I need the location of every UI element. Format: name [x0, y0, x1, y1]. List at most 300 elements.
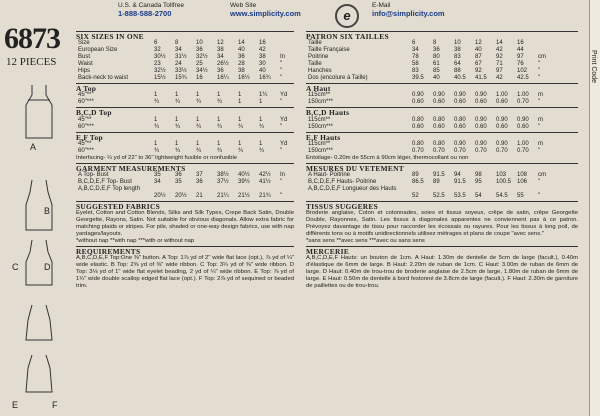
- table-cell: 1: [196, 92, 200, 99]
- table-cell: 33½: [175, 68, 187, 75]
- table-cell: 23: [154, 61, 161, 68]
- table-cell: 42: [496, 75, 503, 82]
- table-cell: 36: [238, 54, 245, 61]
- table-cell: 37: [196, 172, 203, 179]
- table-cell: 54: [475, 193, 482, 200]
- table-cell: 92: [496, 54, 503, 61]
- table-cell: 8: [433, 40, 437, 47]
- view-label-f: F: [52, 400, 58, 410]
- unit-cell: ": [280, 179, 283, 186]
- table-cell: 40: [259, 68, 266, 75]
- table-cell: 21¼: [217, 193, 229, 200]
- table-cell: 89: [412, 172, 419, 179]
- unit-cell: ": [538, 193, 541, 200]
- table-row: [76, 193, 287, 200]
- table-row: [306, 172, 548, 179]
- table-cell: 102: [517, 68, 528, 75]
- unit-cell: ": [280, 123, 283, 130]
- row-label: 45"**: [78, 116, 92, 123]
- table-cell: 1: [238, 99, 242, 106]
- unit-cell: Yd: [280, 116, 288, 123]
- table-cell: 67: [475, 61, 482, 68]
- table-cell: 1: [175, 140, 179, 147]
- unit-cell: ": [280, 99, 283, 106]
- email-block: E-Mail info@simplicity.com: [372, 2, 445, 18]
- table-cell: 0.70: [412, 147, 424, 154]
- ef_hauts-title: E,F Hauts: [306, 132, 578, 141]
- table-cell: ¾: [154, 99, 160, 106]
- table-cell: 39½: [238, 179, 250, 186]
- measurements-title: MESURES DU VETEMENT: [306, 163, 578, 172]
- table-cell: 0.70: [433, 147, 445, 154]
- table-row: [76, 186, 287, 193]
- table-cell: 34: [412, 47, 419, 54]
- english-column: [76, 30, 294, 290]
- unit-cell: ": [538, 61, 541, 68]
- table-cell: 20½: [175, 193, 187, 200]
- table-cell: 106: [517, 179, 528, 186]
- table-cell: ¾: [196, 147, 202, 154]
- table-row: [76, 54, 287, 61]
- table-cell: 32½: [154, 68, 166, 75]
- table-cell: 32½: [196, 54, 208, 61]
- table-cell: 38: [259, 54, 266, 61]
- table-cell: 16: [196, 75, 203, 82]
- table-cell: ¾: [217, 99, 223, 106]
- unit-cell: ": [280, 75, 283, 82]
- phone-number: 1-888-588-2700: [118, 9, 172, 18]
- table-cell: [152, 186, 173, 193]
- table-cell: 1: [238, 140, 242, 147]
- bcd_hauts-table: [306, 117, 545, 131]
- table-cell: 31½: [175, 54, 187, 61]
- row-label: [76, 193, 152, 200]
- table-cell: 103: [496, 172, 507, 179]
- view-label-b: B: [44, 206, 51, 216]
- unit-cell: cm: [538, 54, 546, 61]
- table-cell: 0.60: [496, 123, 508, 130]
- table-cell: 0.60: [496, 99, 508, 106]
- table-row: [76, 179, 287, 186]
- table-cell: 80: [433, 54, 440, 61]
- table-cell: 1: [175, 92, 179, 99]
- table-cell: [473, 186, 494, 193]
- table-cell: 40½: [238, 172, 250, 179]
- table-cell: 41½: [259, 179, 271, 186]
- table-row: [306, 148, 545, 155]
- table-cell: 97: [517, 54, 524, 61]
- table-cell: ¾: [175, 99, 181, 106]
- unit-cell: ": [280, 68, 283, 75]
- row-label: Poitrine: [308, 54, 329, 61]
- table-cell: ¾: [238, 147, 244, 154]
- table-cell: 40: [238, 47, 245, 54]
- table-cell: 1: [259, 99, 263, 106]
- table-cell: 64: [454, 61, 461, 68]
- unit-cell: [278, 40, 287, 47]
- table-cell: 34: [175, 47, 182, 54]
- unit-cell: cm: [538, 172, 546, 179]
- a_haut-table: [306, 92, 545, 106]
- unit-cell: [278, 186, 287, 193]
- table-cell: 1: [238, 92, 242, 99]
- table-cell: 83: [454, 54, 461, 61]
- fabrics-title: TISSUS SUGGERES: [306, 201, 578, 210]
- table-cell: [215, 186, 236, 193]
- table-cell: 1: [154, 116, 158, 123]
- unit-cell: [536, 40, 548, 47]
- table-cell: [410, 186, 431, 193]
- table-cell: 21½: [238, 193, 250, 200]
- table-cell: [236, 186, 257, 193]
- table-cell: 1: [175, 116, 179, 123]
- fabrics-note: *without nap **with nap ***with or without nap: [76, 238, 195, 245]
- row-label: 60"***: [78, 147, 94, 154]
- unit-cell: [278, 47, 287, 54]
- requirements-title: REQUIREMENTS: [76, 246, 294, 255]
- table-cell: 83: [412, 68, 419, 75]
- table-cell: ¾: [259, 147, 265, 154]
- row-label: 45"**: [78, 92, 92, 99]
- unit-cell: ": [538, 147, 541, 154]
- table-cell: 92: [475, 68, 482, 75]
- table-cell: 1¼: [259, 92, 268, 99]
- bcd_hauts-title: B,C,D Hauts: [306, 107, 578, 116]
- table-cell: 78: [412, 54, 419, 61]
- table-cell: 44: [517, 47, 524, 54]
- row-label: European Size: [78, 47, 118, 54]
- table-cell: 21: [196, 193, 203, 200]
- ef_top-table: [76, 141, 289, 155]
- e-logo-icon: e: [335, 4, 359, 28]
- fabrics-title: SUGGESTED FABRICS: [76, 201, 294, 210]
- print-code-strip: Print Code: [589, 0, 600, 416]
- table-cell: 0.70: [517, 147, 529, 154]
- table-row: [306, 124, 545, 131]
- row-label: 45"**: [78, 140, 92, 147]
- fabrics-text: Eyelet, Cotton and Cotton Blends, Silks and Silk Types, Crepe Back Satin, Double Georgette, Rayons, Satin. Not suitable for obvious diagonals. Allow extra fabric for matching plaids or stripes. For pile, shaded or one-way design fabrics, use with nap yardages/layouts.: [76, 210, 294, 238]
- table-cell: ¾: [154, 123, 160, 130]
- table-cell: ¾: [154, 147, 160, 154]
- table-cell: 38½: [217, 172, 229, 179]
- ef_top-title: E,F Top: [76, 132, 294, 141]
- table-row: [76, 117, 289, 124]
- table-cell: ¾: [175, 147, 181, 154]
- table-cell: 12: [475, 40, 482, 47]
- a_top-title: A Top: [76, 83, 294, 92]
- unit-cell: ": [280, 61, 283, 68]
- unit-cell: m: [538, 140, 543, 147]
- table-cell: ¾: [175, 123, 181, 130]
- table-cell: 40: [475, 47, 482, 54]
- table-row: [306, 99, 545, 106]
- table-cell: 1: [196, 140, 200, 147]
- table-cell: 21¾: [259, 193, 271, 200]
- table-cell: 91.5: [454, 179, 466, 186]
- table-row: [76, 68, 287, 75]
- table-cell: ¾: [217, 147, 223, 154]
- table-cell: [494, 186, 515, 193]
- table-cell: 40.5: [454, 75, 466, 82]
- table-cell: 12: [217, 40, 224, 47]
- ef_top-note: Interfacing- ¼ yd of 22" to 36" lightweight fusible or nonfusible: [76, 154, 238, 161]
- table-cell: 16: [517, 40, 524, 47]
- row-label: Taille: [308, 40, 322, 47]
- unit-cell: ": [538, 123, 541, 130]
- table-cell: 0.90: [517, 116, 529, 123]
- sizes-table: [76, 40, 287, 82]
- row-label: Hips: [78, 68, 91, 75]
- table-cell: 94: [454, 172, 461, 179]
- table-cell: 34: [154, 179, 161, 186]
- table-cell: 0.70: [475, 147, 487, 154]
- table-row: [306, 68, 548, 75]
- table-cell: 0.60: [475, 99, 487, 106]
- view-d-sketch: [26, 305, 52, 340]
- table-cell: 1.00: [496, 92, 508, 99]
- table-cell: 15½: [154, 75, 166, 82]
- table-cell: 1: [238, 116, 242, 123]
- table-cell: ¾: [196, 99, 202, 106]
- table-cell: 37½: [217, 179, 229, 186]
- unit-cell: [536, 186, 548, 193]
- table-cell: 52: [412, 193, 419, 200]
- a_haut-title: A Haut: [306, 83, 578, 92]
- table-cell: ¾: [238, 123, 244, 130]
- table-cell: 0.90: [454, 140, 466, 147]
- table-cell: 52.5: [433, 193, 445, 200]
- table-cell: ¾: [196, 123, 202, 130]
- web-block: Web Site www.simplicity.com: [230, 2, 301, 18]
- row-label: A Top- Bust: [78, 172, 109, 179]
- table-cell: 42½: [259, 172, 271, 179]
- view-b-sketch: [26, 180, 52, 230]
- table-cell: 0.60: [412, 123, 424, 130]
- table-cell: 30: [259, 61, 266, 68]
- table-cell: 0.90: [496, 140, 508, 147]
- table-cell: 38: [454, 47, 461, 54]
- table-cell: 0.60: [475, 123, 487, 130]
- unit-cell: ": [538, 99, 541, 106]
- table-cell: 35: [154, 172, 161, 179]
- row-label: Taille: [308, 61, 322, 68]
- table-cell: 61: [433, 61, 440, 68]
- table-row: [76, 141, 289, 148]
- table-row: [76, 99, 289, 106]
- table-cell: 0.60: [433, 99, 445, 106]
- table-cell: 42: [259, 47, 266, 54]
- table-cell: 0.90: [496, 116, 508, 123]
- table-cell: 76: [517, 61, 524, 68]
- table-cell: 55: [517, 193, 524, 200]
- a_top-table: [76, 92, 289, 106]
- table-cell: [194, 186, 215, 193]
- table-cell: 54.5: [496, 193, 508, 200]
- table-row: [306, 61, 548, 68]
- row-label: 115cm**: [308, 116, 331, 123]
- table-cell: 26½: [217, 61, 229, 68]
- table-cell: 0.90: [475, 92, 487, 99]
- row-label: 115cm**: [308, 92, 331, 99]
- row-label: 150cm***: [308, 123, 334, 130]
- french-column: [306, 30, 578, 290]
- table-cell: 0.80: [412, 116, 424, 123]
- table-row: [76, 75, 287, 82]
- table-cell: 1: [259, 116, 263, 123]
- row-label: Taille Française: [308, 47, 350, 54]
- table-cell: 98: [475, 172, 482, 179]
- table-cell: 0.90: [475, 140, 487, 147]
- table-cell: 97: [496, 68, 503, 75]
- unit-cell: In: [280, 54, 286, 61]
- table-cell: 0.80: [454, 116, 466, 123]
- table-cell: 1: [217, 116, 221, 123]
- table-cell: 0.80: [433, 116, 445, 123]
- table-cell: 85: [433, 68, 440, 75]
- table-cell: 38: [217, 47, 224, 54]
- table-cell: 36: [196, 179, 203, 186]
- table-cell: 6: [154, 40, 158, 47]
- view-figures: [12, 80, 72, 410]
- table-row: [306, 186, 548, 193]
- table-cell: 1: [154, 140, 158, 147]
- email-address: info@simplicity.com: [372, 9, 445, 18]
- table-cell: 16½: [238, 75, 250, 82]
- table-cell: 58: [412, 61, 419, 68]
- unit-cell: ": [538, 68, 541, 75]
- table-cell: 1: [259, 140, 263, 147]
- table-cell: [257, 186, 278, 193]
- table-cell: 0.90: [454, 92, 466, 99]
- table-cell: 35: [175, 179, 182, 186]
- table-cell: 15¾: [175, 75, 187, 82]
- table-cell: 0.70: [454, 147, 466, 154]
- table-cell: 20½: [154, 193, 166, 200]
- table-cell: ¾: [259, 123, 265, 130]
- unit-cell: [536, 47, 548, 54]
- table-cell: 0.60: [433, 123, 445, 130]
- row-label: Waist: [78, 61, 93, 68]
- row-label: Hanches: [308, 68, 332, 75]
- table-cell: 16¾: [259, 75, 271, 82]
- table-cell: 1: [154, 92, 158, 99]
- view-label-d: D: [44, 262, 51, 272]
- unit-cell: ": [280, 147, 283, 154]
- table-cell: 36: [175, 172, 182, 179]
- table-cell: 95: [475, 179, 482, 186]
- table-cell: 100.5: [496, 179, 512, 186]
- table-cell: 32: [154, 47, 161, 54]
- view-a-sketch: [26, 85, 52, 138]
- table-cell: 0.80: [412, 140, 424, 147]
- table-cell: 0.60: [454, 99, 466, 106]
- table-cell: 1: [217, 92, 221, 99]
- table-cell: 91.5: [433, 172, 445, 179]
- table-row: [306, 92, 545, 99]
- table-cell: 1.00: [517, 140, 529, 147]
- table-cell: 6: [412, 40, 416, 47]
- table-cell: 10: [196, 40, 203, 47]
- table-cell: 0.60: [454, 123, 466, 130]
- table-cell: [431, 186, 452, 193]
- table-row: [306, 47, 548, 54]
- table-cell: 0.70: [517, 99, 529, 106]
- table-row: [306, 54, 548, 61]
- row-label: Dos (encolure à Taille): [308, 75, 368, 82]
- table-row: [306, 179, 548, 186]
- unit-cell: Yd: [280, 140, 288, 147]
- table-cell: 14: [238, 40, 245, 47]
- measurements-title: GARMENT MEASUREMENTS: [76, 163, 294, 172]
- unit-cell: ": [538, 75, 541, 82]
- unit-cell: In: [280, 172, 286, 179]
- table-cell: 14: [496, 40, 503, 47]
- table-cell: ¾: [217, 123, 223, 130]
- sizes-table: [306, 40, 548, 82]
- row-label: B,C,D,E,F Hauts- Poitrine: [308, 179, 377, 186]
- row-label: A,B,C,D,E,F Top length: [78, 186, 140, 193]
- table-cell: 42.5: [517, 75, 529, 82]
- unit-cell: Yd: [280, 92, 288, 99]
- table-cell: 39.5: [412, 75, 424, 82]
- table-cell: 28: [238, 61, 245, 68]
- mercerie-text: A,B,C,D,E,F Hauts: un bouton de 1cm. A Haut: 1.30m de dentelle de 5cm de large (facult.), 0.40m d'élastique de 6mm de large. B Haut: 2.20m de ruban de 1cm. C Haut: 3.00m de ruban de 6mm de large. D Haut: 0.40m de trou-trou de broderie anglaise de 2.5cm de large, 1.80m de ruban de 6mm de large. E Haut: 0.50m de dentelle à bord festonné de 3.8cm de large (facult.). F Haut: 2.30m de garniture de paillettes ou de trou-trou.: [306, 255, 578, 290]
- table-cell: 30½: [154, 54, 166, 61]
- table-cell: 36: [433, 47, 440, 54]
- table-cell: 38: [238, 68, 245, 75]
- measurements-table: [76, 172, 287, 200]
- table-row: [306, 117, 545, 124]
- header-bar: [0, 0, 600, 30]
- table-cell: 0.60: [517, 123, 529, 130]
- unit-cell: m: [538, 92, 543, 99]
- sizes-title: SIX SIZES IN ONE: [76, 31, 294, 40]
- table-row: [76, 40, 287, 47]
- ef_hauts-table: [306, 141, 545, 155]
- unit-cell: ": [538, 179, 541, 186]
- view-label-c: C: [12, 262, 19, 272]
- row-label: A Haut- Poitrine: [308, 172, 351, 179]
- table-cell: 34: [217, 54, 224, 61]
- table-row: [76, 92, 289, 99]
- table-cell: 108: [517, 172, 528, 179]
- requirements-text: A,B,C,D,E,F Top:One ⅜" button. A Top: 1⅞ yd of 2" wide flat lace (opt.), ⅞ yd of ¼" wide elastic. B Top: 2⅝ yd of ⅜" wide ribbon. C Top: 3¼ yd of ⅜" wide ribbon. D Top: 3⅛ yd of 1" wide flat eyelet beading, 2 yd of ¼" wide ribbon. E Top: ⅞ yd of 1¾" wide double scallop edged flat lace (opt.). F Top: 2⅞ yd of sequined or beaded trim.: [76, 255, 294, 290]
- ef_hauts-note: Entoilage- 0.20m de 55cm à 90cm léger, thermocollant ou non: [306, 154, 469, 161]
- phone-block: U.S. & Canada Tollfree 1-888-588-2700: [118, 2, 184, 18]
- row-label: 60"***: [78, 123, 94, 130]
- table-cell: 16: [259, 40, 266, 47]
- table-cell: 41.5: [475, 75, 487, 82]
- table-cell: 0.90: [433, 92, 445, 99]
- row-label: Back-neck to waist: [78, 75, 129, 82]
- table-cell: 24: [175, 61, 182, 68]
- table-cell: 36: [196, 47, 203, 54]
- table-cell: 1: [196, 116, 200, 123]
- view-label-e: E: [12, 400, 19, 410]
- website: www.simplicity.com: [230, 9, 301, 18]
- row-label: Bust: [78, 54, 91, 61]
- table-row: [76, 148, 289, 155]
- table-cell: 1: [217, 140, 221, 147]
- table-cell: [515, 186, 536, 193]
- table-cell: 42: [496, 47, 503, 54]
- row-label: 150cm***: [308, 147, 334, 154]
- table-cell: 16¼: [217, 75, 229, 82]
- table-cell: 36: [217, 68, 224, 75]
- unit-cell: ": [280, 193, 283, 200]
- fabrics-text: Broderie anglaise, Coton et cotonnades, soies et tissus soyeux, crêpe de satin, crêpe Georgette Double, Rayonnes, Satin. Les tissus à diagonales apparentes ne conviennent pas à ce patron. Prévoyez davantage de tissu pour raccorder les écossais ou rayures. Pour les tissus à long poil, de différents tons ou à motifs unidirectionnels utilisez métrages et plans de coupe "avec sens.": [306, 210, 578, 238]
- row-label: [306, 193, 410, 200]
